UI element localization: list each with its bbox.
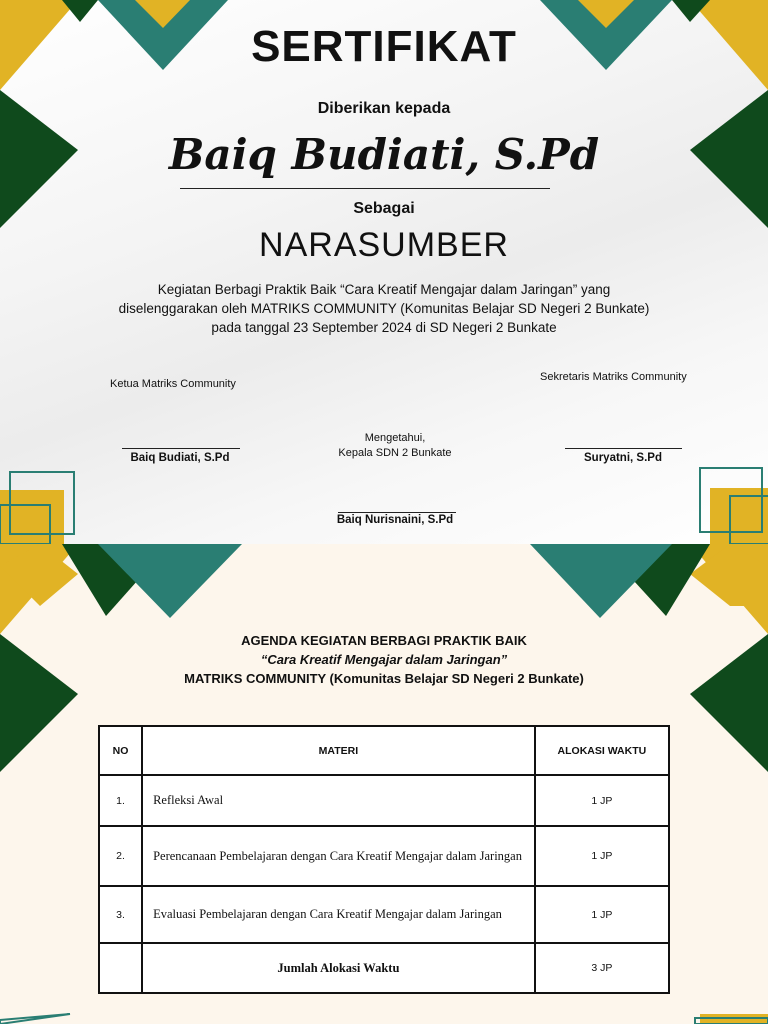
deco-mustard-diamond-tr	[690, 544, 768, 606]
deco-mustard-triangle-tl	[0, 544, 78, 634]
right-signatory-position: Sekretaris Matriks Community	[540, 371, 687, 383]
deco-teal-square-bl-2	[0, 505, 50, 544]
agenda-page	[0, 544, 768, 1024]
description-line: diselenggarakan oleh MATRIKS COMMUNITY (Komunitas Belajar SD Negeri 2 Bunkate)	[118, 301, 650, 316]
agenda-table	[98, 725, 670, 994]
cell-total-value: 3 JP	[535, 943, 669, 993]
deco-teal-square-br-2	[730, 496, 768, 544]
description-line: pada tanggal 23 September 2024 di SD Negeri 2 Bunkate	[211, 320, 557, 335]
agenda-title-line: MATRIKS COMMUNITY (Komunitas Belajar SD Negeri 2 Bunkate)	[184, 671, 584, 686]
deco-green-triangle-tl	[62, 544, 170, 616]
cell-materi: Evaluasi Pembelajaran dengan Cara Kreatif Mengajar dalam Jaringan	[142, 886, 535, 943]
table-row	[99, 826, 669, 886]
agenda-title-line: “Cara Kreatif Mengajar dalam Jaringan”	[260, 652, 508, 667]
center-signature-line	[338, 512, 456, 513]
deco-green-shape-tr	[672, 0, 710, 22]
deco-mustard-square-br	[700, 1014, 768, 1024]
center-signatory-position: Kepala SDN 2 Bunkate	[338, 447, 452, 459]
cell-alokasi: 1 JP	[535, 826, 669, 886]
as-label: Sebagai	[353, 200, 415, 217]
cell-total-label: Jumlah Alokasi Waktu	[142, 943, 535, 993]
certificate-title: SERTIFIKAT	[251, 22, 517, 71]
cell-alokasi: 1 JP	[535, 886, 669, 943]
certificate-description	[110, 280, 658, 337]
deco-teal-square-br	[700, 468, 762, 532]
deco-teal-square-br	[695, 1018, 768, 1024]
cell-no: 2.	[99, 826, 142, 886]
cell-no-empty	[99, 943, 142, 993]
cell-materi: Perencanaan Pembelajaran dengan Cara Kreatif Mengajar dalam Jaringan	[142, 826, 535, 886]
cell-materi: Refleksi Awal	[142, 775, 535, 826]
deco-mustard-square-br	[710, 488, 768, 544]
header-materi: MATERI	[142, 726, 535, 775]
recipient-name: Baiq Budiati, S.Pd	[168, 130, 600, 179]
header-alokasi: ALOKASI WAKTU	[535, 726, 669, 775]
cell-alokasi: 1 JP	[535, 775, 669, 826]
table-header-row	[99, 726, 669, 775]
agenda-title	[0, 631, 768, 688]
recipient-underline	[180, 188, 550, 189]
deco-green-shape-tl	[62, 0, 98, 22]
role-title: NARASUMBER	[259, 226, 509, 264]
left-signatory-name: Baiq Budiati, S.Pd	[130, 452, 230, 464]
right-signature-line	[565, 448, 682, 449]
cell-no: 1.	[99, 775, 142, 826]
center-signatory-note: Mengetahui,	[364, 432, 426, 444]
deco-teal-square-bl	[10, 472, 74, 534]
deco-teal-triangle-tr	[530, 544, 672, 618]
description-line: Kegiatan Berbagi Praktik Baik “Cara Kreatif Mengajar dalam Jaringan” yang	[157, 282, 611, 297]
table-row	[99, 886, 669, 943]
given-to-label: Diberikan kepada	[317, 100, 451, 117]
deco-mustard-square-bl	[0, 490, 64, 544]
left-signatory-position: Ketua Matriks Community	[110, 378, 236, 390]
deco-teal-triangle-tl	[98, 544, 242, 618]
left-signature-line	[122, 448, 240, 449]
deco-teal-line-bl	[0, 1014, 70, 1024]
deco-mustard-diamond-tl	[0, 544, 78, 606]
table-total-row	[99, 943, 669, 993]
cell-no: 3.	[99, 886, 142, 943]
agenda-title-line: AGENDA KEGIATAN BERBAGI PRAKTIK BAIK	[241, 633, 527, 648]
table-row	[99, 775, 669, 826]
right-signatory-name: Suryatni, S.Pd	[584, 452, 662, 464]
center-signatory-name: Baiq Nurisnaini, S.Pd	[336, 514, 454, 526]
deco-green-triangle-tr	[600, 544, 710, 616]
deco-mustard-triangle-tr	[690, 544, 768, 634]
header-no: NO	[99, 726, 142, 775]
